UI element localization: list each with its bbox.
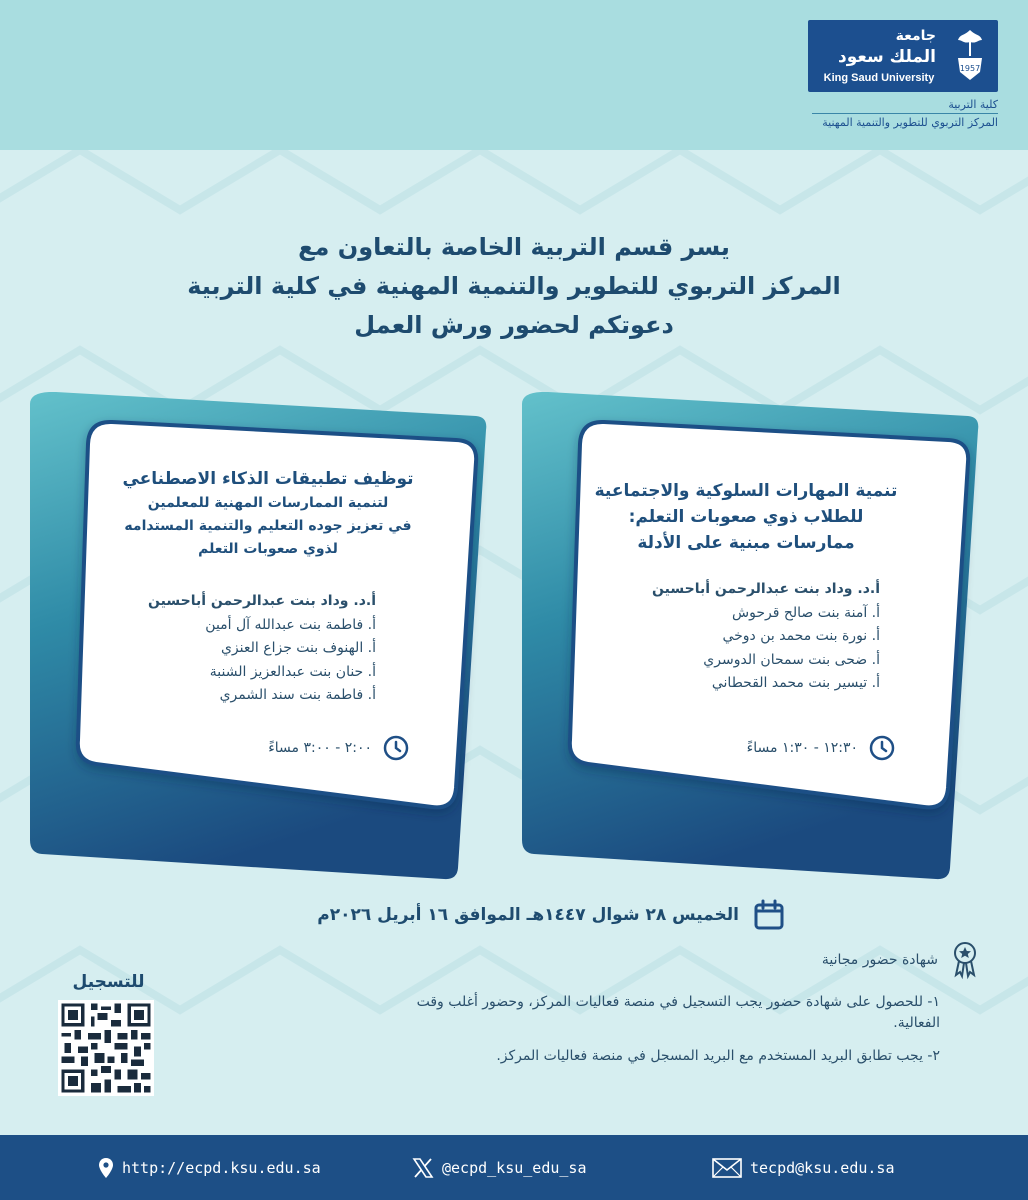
college-name: كلية التربية xyxy=(948,98,998,111)
workshop-right-presenter: أ. نورة بنت محمد بن دوخي xyxy=(722,628,880,644)
clock-icon xyxy=(868,734,896,762)
qr-code-icon[interactable] xyxy=(58,1000,154,1096)
workshop-left-title-line-2: في تعزيز جوده التعليم والتنمية المستدامه xyxy=(124,518,412,534)
workshop-left-title-main: توظيف تطبيقات الذكاء الاصطناعي xyxy=(122,469,414,489)
footer-website[interactable] xyxy=(98,1153,321,1183)
workshop-left-title xyxy=(100,466,436,561)
certificate-notes xyxy=(380,992,940,1067)
footer xyxy=(0,1135,1028,1200)
workshop-right-title-line-1: تنمية المهارات السلوكية والاجتماعية xyxy=(594,481,898,501)
workshop-left-presenter: أ. فاطمة بنت سند الشمري xyxy=(219,687,376,703)
certificate-note-2: ٢- يجب تطابق البريد المستخدم مع البريد المسجل في منصة فعاليات المركز. xyxy=(496,1048,940,1064)
footer-twitter[interactable] xyxy=(412,1153,587,1183)
logo-arabic-top: جامعة xyxy=(895,28,936,44)
logo-arabic-main: الملك سعود xyxy=(838,47,936,67)
workshop-right-title-line-2: للطلاب ذوي صعوبات التعلم: xyxy=(628,507,864,527)
workshop-right-time xyxy=(690,733,896,763)
header-divider xyxy=(812,113,998,114)
footer-email-text[interactable]: tecpd@ksu.edu.sa xyxy=(750,1159,895,1177)
university-emblem-icon xyxy=(950,26,990,86)
intro-line-2: المركز التربوي للتطوير والتنمية المهنية في كلية التربية xyxy=(187,272,841,300)
workshop-left-title-line-3: لذوي صعوبات التعلم xyxy=(198,541,338,557)
workshop-right-title-line-3: ممارسات مبنية على الأدلة xyxy=(637,533,855,553)
location-pin-icon xyxy=(98,1157,114,1179)
certificate-note-1: ١- للحصول على شهادة حضور يجب التسجيل في منصة فعاليات المركز، وحضور أغلب وقت الفعالية. xyxy=(416,994,940,1031)
event-date-text: الخميس ٢٨ شوال ١٤٤٧هـ الموافق ١٦ أبريل ٢٠٢٦م xyxy=(317,905,739,925)
center-name: المركز التربوي للتطوير والتنمية المهنية xyxy=(822,116,998,129)
footer-twitter-text[interactable]: @ecpd_ksu_edu_sa xyxy=(442,1159,587,1177)
footer-website-text[interactable]: http://ecpd.ksu.edu.sa xyxy=(122,1159,321,1177)
workshop-left-presenter: أ. فاطمة بنت عبدالله آل أمين xyxy=(205,616,376,633)
workshop-right-presenters xyxy=(620,578,880,696)
certificate-row xyxy=(640,940,980,980)
workshop-left-presenter: أ. حنان بنت عبدالعزيز الشنبة xyxy=(209,663,376,680)
workshop-left-presenter: أ. الهنوف بنت جزاع العنزي xyxy=(220,640,376,656)
logo-english: King Saud University xyxy=(823,72,935,84)
intro-text xyxy=(100,228,928,345)
workshop-right-presenter: أ. تيسير بنت محمد القحطاني xyxy=(711,675,880,691)
award-icon xyxy=(950,940,980,980)
workshop-right-lead-presenter: أ.د. وداد بنت عبدالرحمن أباحسين xyxy=(652,581,880,597)
workshop-left-time xyxy=(210,733,410,763)
footer-email[interactable] xyxy=(712,1153,895,1183)
event-date xyxy=(280,895,785,935)
envelope-icon xyxy=(712,1158,742,1178)
emblem-year: 1957 xyxy=(959,64,981,73)
intro-line-1: يسر قسم التربية الخاصة بالتعاون مع xyxy=(298,233,730,261)
x-twitter-icon xyxy=(412,1158,434,1178)
university-logo xyxy=(808,20,998,92)
registration-label: للتسجيل xyxy=(72,972,145,992)
workshop-left-title-line-1: لتنمية الممارسات المهنية للمعلمين xyxy=(147,495,389,511)
workshop-right-presenter: أ. ضحى بنت سمحان الدوسري xyxy=(703,651,880,668)
calendar-icon xyxy=(753,899,785,931)
workshop-right-presenter: أ. آمنة بنت صالح قرحوش xyxy=(732,604,880,621)
workshop-left-time-text: ٢:٠٠ - ٣:٠٠ مساءً xyxy=(268,740,372,756)
workshop-right-time-text: ١٢:٣٠ - ١:٣٠ مساءً xyxy=(746,740,858,756)
clock-icon xyxy=(382,734,410,762)
workshop-right-title xyxy=(576,478,916,556)
workshop-left-presenters xyxy=(140,590,376,708)
workshop-left-lead-presenter: أ.د. وداد بنت عبدالرحمن أباحسين xyxy=(148,593,376,609)
intro-line-3: دعوتكم لحضور ورش العمل xyxy=(354,311,674,339)
certificate-label: شهادة حضور مجانية xyxy=(821,952,938,968)
